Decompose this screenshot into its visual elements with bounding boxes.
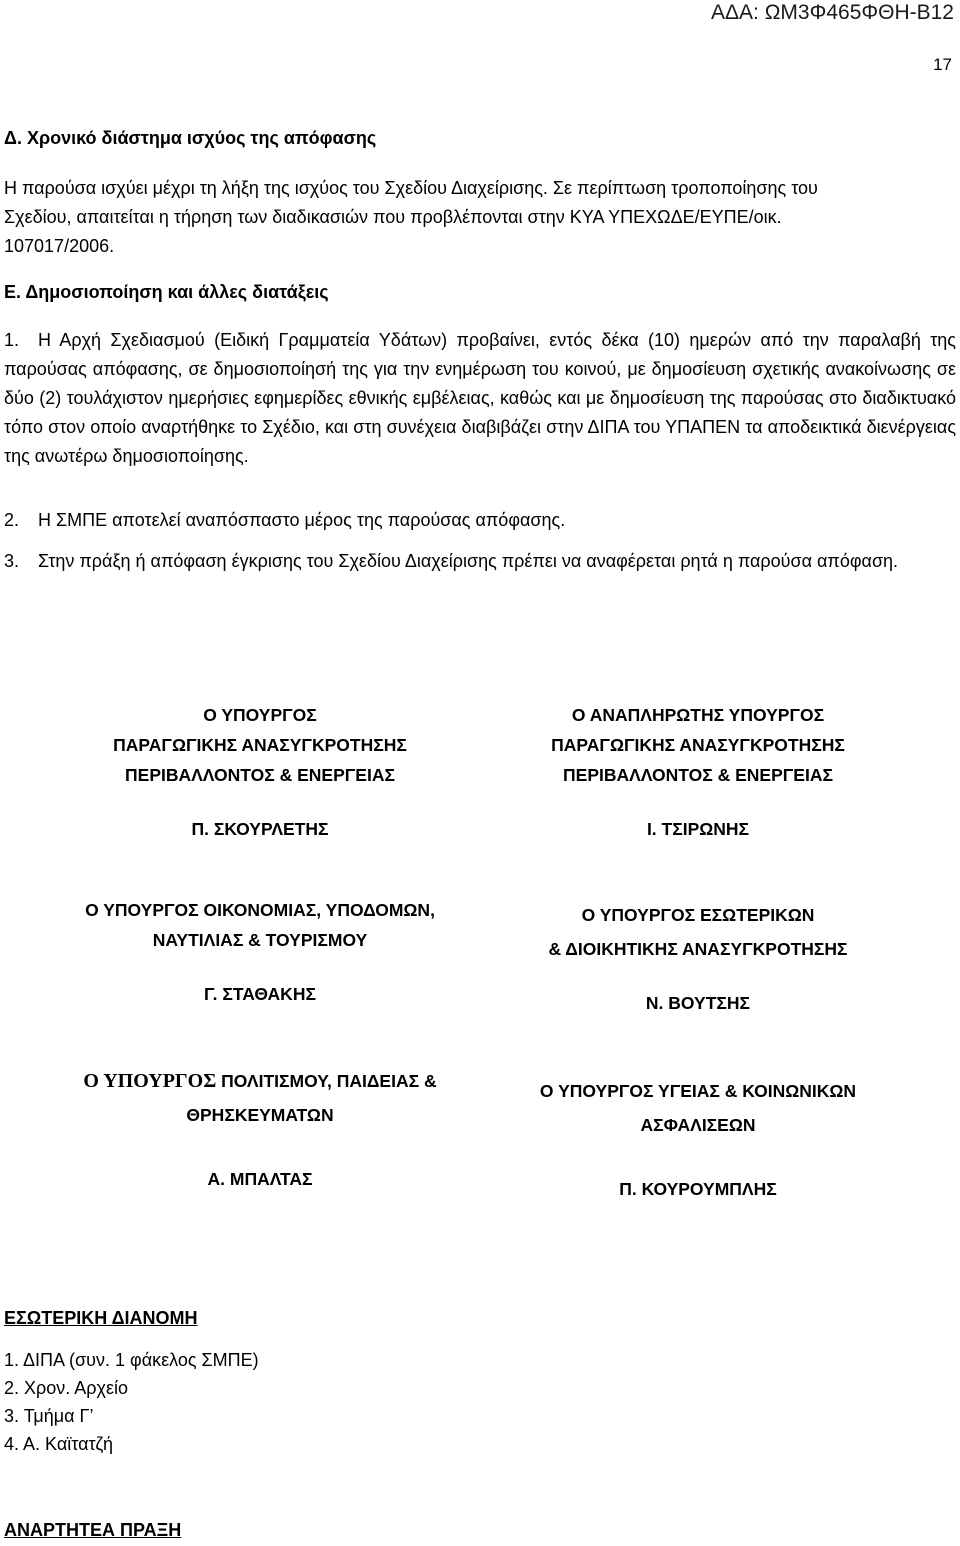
- page-number: 17: [933, 55, 952, 74]
- sig6-line-2: ΑΣΦΑΛΙΣΕΩΝ: [640, 1115, 756, 1135]
- sig5-line-2: ΘΡΗΣΚΕΥΜΑΤΩΝ: [186, 1105, 334, 1125]
- distribution-item-1: 1. ΔΙΠΑ (συν. 1 φάκελος ΣΜΠΕ): [4, 1350, 259, 1370]
- ada-code: ΑΔΑ: ΩΜ3Φ465ΦΘΗ-Β12: [711, 1, 954, 24]
- item-3-text: Στην πράξη ή απόφαση έγκρισης του Σχεδίου Διαχείρισης πρέπει να αναφέρεται ρητά η παρούσα απόφαση.: [38, 551, 899, 571]
- item-1-text: Η Αρχή Σχεδιασμού (Ειδική Γραμματεία Υδάτων) προβαίνει, εντός δέκα (10) ημερών από την παραλαβή της παρούσας απόφασης, σε δημοσιοποίησή της για την ενημέρωση του κοινού, με δημοσίευση σχετικής ανακοίνωσης σε δύο (2) τουλάχιστον ημερήσιες εφημερίδες εθνικής εμβέλειας, καθώς και με δημοσίευση της παρούσας στο διαδικτυακό τόπο στον οποίο αναρτήθηκε το Σχέδιο, και στη συνέχεια διαβιβάζει στην ΔΙΠΑ του ΥΠΑΠΕΝ τα αποδεικτικά διενέργειας της ανωτέρω δημοσιοποίησης.: [4, 330, 956, 466]
- distribution-item-2: 2. Χρον. Αρχείο: [4, 1378, 129, 1398]
- signature-block-6: [478, 1076, 918, 1204]
- section-e-title: Ε. Δημοσιοποίηση και άλλες διατάξεις: [4, 282, 329, 302]
- signature-block-3: [40, 895, 480, 1009]
- signature-block-2: [498, 700, 898, 844]
- sig1-line-1: Ο ΥΠΟΥΡΓΟΣ: [203, 705, 317, 725]
- item-1-number: 1.: [4, 330, 20, 350]
- sig5-line-1: [40, 1066, 480, 1096]
- item-2-text: Η ΣΜΠΕ αποτελεί αναπόσπαστο μέρος της παρούσας απόφασης.: [38, 510, 566, 530]
- sig2-line-2: ΠΑΡΑΓΩΓΙΚΗΣ ΑΝΑΣΥΓΚΡΟΤΗΣΗΣ: [551, 735, 845, 755]
- sig4-line-1: Ο ΥΠΟΥΡΓΟΣ ΕΣΩΤΕΡΙΚΩΝ: [581, 905, 815, 925]
- item-2-number: 2.: [4, 510, 20, 530]
- sig1-line-2: ΠΑΡΑΓΩΓΙΚΗΣ ΑΝΑΣΥΓΚΡΟΤΗΣΗΣ: [113, 735, 407, 755]
- sig4-line-2: & ΔΙΟΙΚΗΤΙΚΗΣ ΑΝΑΣΥΓΚΡΟΤΗΣΗΣ: [548, 939, 848, 959]
- sig1-name: Π. ΣΚΟΥΡΛΕΤΗΣ: [191, 819, 329, 839]
- sig3-line-2: ΝΑΥΤΙΛΙΑΣ & ΤΟΥΡΙΣΜΟΥ: [152, 930, 368, 950]
- sig2-line-1: Ο ΑΝΑΠΛΗΡΩΤΗΣ ΥΠΟΥΡΓΟΣ: [571, 705, 825, 725]
- posting-label: ΑΝΑΡΤΗΤΕΑ ΠΡΑΞΗ: [4, 1520, 182, 1540]
- section-d-title: Δ. Χρονικό διάστημα ισχύος της απόφασης: [4, 128, 377, 148]
- section-d-line-2: Σχεδίου, απαιτείται η τήρηση των διαδικασιών που προβλέπονται στην ΚΥΑ ΥΠΕΧΩΔΕ/ΕΥΠΕ/οικ.: [4, 207, 782, 227]
- signature-block-4: [498, 900, 898, 1018]
- sig2-name: Ι. ΤΣΙΡΩΝΗΣ: [646, 819, 750, 839]
- signature-block-1: [60, 700, 460, 844]
- section-d-line-1: Η παρούσα ισχύει μέχρι τη λήξη της ισχύος του Σχεδίου Διαχείρισης. Σε περίπτωση τροποποίησης του: [4, 178, 818, 198]
- item-3-number: 3.: [4, 551, 20, 571]
- section-d-line-3: 107017/2006.: [4, 236, 115, 256]
- distribution-item-4: 4. Α. Καϊτατζή: [4, 1434, 113, 1454]
- sig5-name: Α. ΜΠΑΛΤΑΣ: [207, 1169, 313, 1189]
- sig6-line-1: Ο ΥΠΟΥΡΓΟΣ ΥΓΕΙΑΣ & ΚΟΙΝΩΝΙΚΩΝ: [539, 1081, 857, 1101]
- distribution-item-3: 3. Τμήμα Γ’: [4, 1406, 94, 1426]
- sig1-line-3: ΠΕΡΙΒΑΛΛΟΝΤΟΣ & ΕΝΕΡΓΕΙΑΣ: [125, 765, 395, 785]
- sig3-name: Γ. ΣΤΑΘΑΚΗΣ: [204, 984, 316, 1004]
- signature-block-5: [40, 1066, 480, 1194]
- sig5-line-1b: ΠΟΛΙΤΙΣΜΟΥ, ΠΑΙΔΕΙΑΣ &: [216, 1071, 437, 1091]
- sig5-line-1a: Ο ΥΠΟΥΡΓΟΣ: [83, 1070, 217, 1092]
- sig4-name: Ν. ΒΟΥΤΣΗΣ: [645, 993, 751, 1013]
- sig2-line-3: ΠΕΡΙΒΑΛΛΟΝΤΟΣ & ΕΝΕΡΓΕΙΑΣ: [563, 765, 833, 785]
- distribution-title: ΕΣΩΤΕΡΙΚΗ ΔΙΑΝΟΜΗ: [4, 1308, 198, 1328]
- sig6-name: Π. ΚΟΥΡΟΥΜΠΛΗΣ: [619, 1179, 777, 1199]
- sig3-line-1: Ο ΥΠΟΥΡΓΟΣ ΟΙΚΟΝΟΜΙΑΣ, ΥΠΟΔΟΜΩΝ,: [85, 900, 435, 920]
